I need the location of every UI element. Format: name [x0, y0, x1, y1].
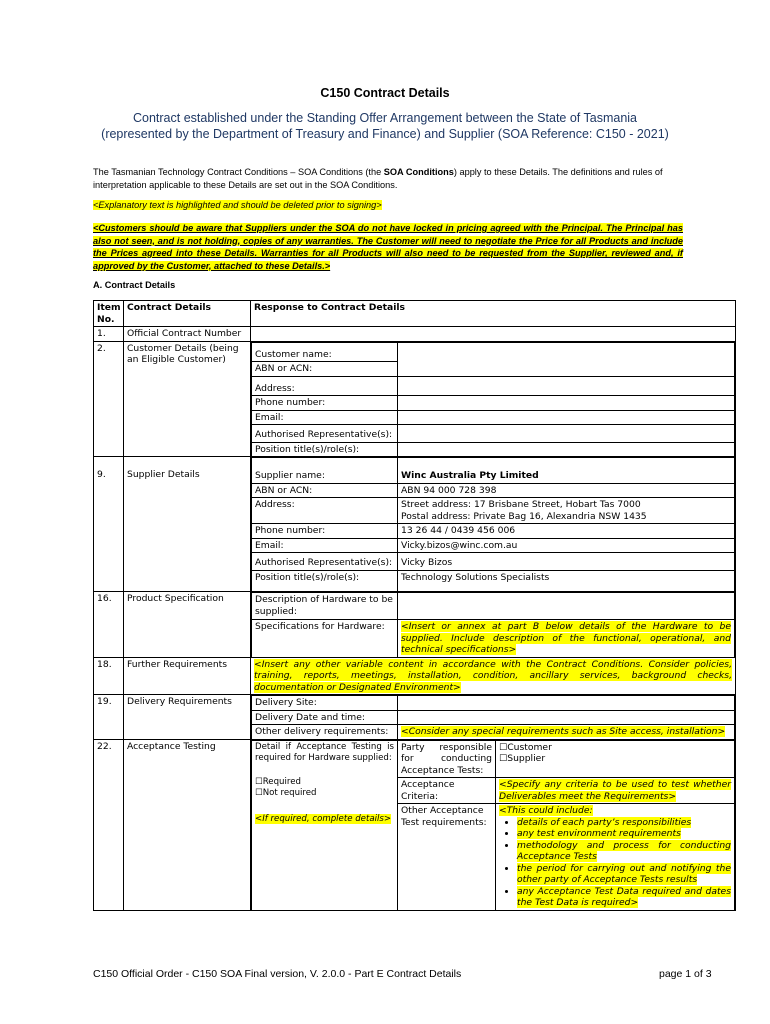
other-delivery-label: Other delivery requirements: [252, 725, 398, 739]
customer-details-grid [251, 342, 735, 457]
supplier-postal: Postal address: Private Bag 16, Alexandria NSW 1435 [401, 510, 647, 522]
item-label: Customer Details (being an Eligible Customer) [124, 341, 251, 457]
supplier-phone-label: Phone number: [252, 524, 398, 539]
item-label: Official Contract Number [124, 327, 251, 342]
further-requirements-value[interactable] [251, 657, 736, 695]
bullet-text: methodology and process for conducting Acceptance Tests [517, 839, 731, 862]
item-label: Product Specification [124, 592, 251, 658]
header-response: Response to Contract Details [251, 301, 736, 327]
customer-phone-label: Phone number: [252, 396, 398, 411]
supplier-position-value: Technology Solutions Specialists [398, 570, 735, 591]
item-label: Acceptance Testing [124, 739, 251, 910]
item-no: 9. [94, 457, 124, 592]
acceptance-criteria-label: Acceptance Criteria: [398, 778, 496, 804]
customer-position-label: Position title(s)/role(s): [252, 442, 398, 456]
intro-text-bold: SOA Conditions [383, 167, 454, 177]
customer-name-label: Customer name: [252, 342, 398, 362]
footer-document-id: C150 Official Order - C150 SOA Final version, V. 2.0.0 - Part E Contract Details [93, 968, 462, 980]
supplier-street: Street address: 17 Brisbane Street, Hobart Tas 7000 [401, 499, 641, 510]
item-no: 22. [94, 739, 124, 910]
further-requirements-text: <Insert any other variable content in accordance with the Contract Conditions. Consider policies, training, reports, meetings, installation, condition, ancillary services, background checks, documentation or Designated Environment> [254, 658, 732, 693]
supplier-email-label: Email: [252, 538, 398, 553]
header-contract-details: Contract Details [124, 301, 251, 327]
supplier-abn-label: ABN or ACN: [252, 483, 398, 498]
supplier-phone-value: 13 26 44 / 0439 456 006 [398, 524, 735, 539]
supplier-address-label: Address: [252, 498, 398, 524]
delivery-date-label: Delivery Date and time: [252, 710, 398, 725]
complete-details-text: <If required, complete details> [255, 813, 392, 824]
supplier-auth-label: Authorised Representative(s): [252, 553, 398, 571]
response-cell [251, 695, 736, 740]
item-no: 16. [94, 592, 124, 658]
acceptance-criteria-value[interactable] [496, 778, 735, 804]
list-item [517, 863, 731, 886]
table-row [94, 657, 736, 695]
hardware-spec-value[interactable] [398, 620, 735, 657]
warning-paragraph [93, 222, 683, 272]
table-row [94, 327, 736, 342]
response-cell[interactable] [251, 327, 736, 342]
acceptance-bullet-list [499, 817, 731, 909]
item-no: 1. [94, 327, 124, 342]
supplier-auth-value: Vicky Bizos [398, 553, 735, 571]
footer-page-number: page 1 of 3 [659, 968, 712, 980]
customer-phone-field[interactable] [398, 396, 735, 411]
response-cell [251, 457, 736, 592]
required-checkbox[interactable]: ☐Required [255, 776, 301, 787]
bullet-text: details of each party’s responsibilities [517, 816, 692, 828]
customer-auth-label: Authorised Representative(s): [252, 425, 398, 443]
other-delivery-value[interactable] [398, 725, 735, 739]
supplier-name-value: Winc Australia Pty Limited [398, 458, 735, 484]
intro-paragraph [93, 166, 693, 191]
response-cell [251, 739, 736, 910]
party-responsible-label: Party responsible for conducting Acceptance Tests: [398, 740, 496, 778]
other-acceptance-intro-text: <This could include: [499, 805, 593, 816]
explanatory-text: <Explanatory text is highlighted and should be deleted prior to signing> [93, 200, 382, 210]
item-no: 2. [94, 341, 124, 457]
response-cell [251, 341, 736, 457]
hardware-spec-text: <Insert or annex at part B below details of the Hardware to be supplied. Include description of the functional, operational, and technical specifications> [401, 621, 731, 655]
customer-abn-label: ABN or ACN: [252, 362, 398, 377]
warning-text: <Customers should be aware that Suppliers under the SOA do not have locked in pricing agreed with the Principal. The Principal has also not seen, and is not holding, copies of any warranties. The Customer will need to negotiate the Price for all Products and include the Prices agreed into these Details. Warranties for all Products will also need to be requested from the Supplier, reviewed and, if approved by the Customer, attached to these Details.> [93, 223, 683, 271]
hardware-description-label: Description of Hardware to be supplied: [252, 593, 398, 620]
table-row [94, 739, 736, 910]
item-label: Further Requirements [124, 657, 251, 695]
supplier-checkbox[interactable]: ☐Supplier [499, 753, 546, 764]
table-row [94, 695, 736, 740]
header-item-no: Item No. [94, 301, 124, 327]
customer-auth-field[interactable] [398, 425, 735, 443]
other-acceptance-intro [499, 805, 731, 817]
not-required-checkbox[interactable]: ☐Not required [255, 788, 317, 798]
other-acceptance-value[interactable] [496, 804, 735, 910]
customer-position-field[interactable] [398, 442, 735, 456]
response-cell [251, 592, 736, 658]
list-item [517, 828, 731, 840]
delivery-date-field[interactable] [398, 710, 735, 725]
intro-text-post: ) apply to these Details. The definitions and rules of interpretation applicable to these Details are set out in the SOA Conditions. [93, 167, 663, 190]
complete-details-note [255, 810, 394, 828]
hardware-spec-label: Specifications for Hardware: [252, 620, 398, 657]
customer-address-label: Address: [252, 376, 398, 396]
bullet-text: the period for carrying out and notifying the other party of Acceptance Tests results [517, 862, 731, 885]
acceptance-criteria-text: <Specify any criteria to be used to test whether Deliverables meet the Requirements> [499, 779, 731, 802]
document-subtitle: Contract established under the Standing Offer Arrangement between the State of Tasmania (represented by the Department of Treasury and Finance) and Supplier (SOA Reference: C150 - 2021) [101, 111, 669, 141]
customer-address-field[interactable] [398, 376, 735, 396]
item-no: 19. [94, 695, 124, 740]
section-heading: A. Contract Details [93, 280, 176, 290]
supplier-address-value [398, 498, 735, 524]
supplier-position-label: Position title(s)/role(s): [252, 570, 398, 591]
item-no: 18. [94, 657, 124, 695]
acceptance-detail-cell [252, 740, 398, 910]
bullet-text: any test environment requirements [517, 828, 681, 839]
table-header-row [94, 301, 736, 327]
item-label: Supplier Details [124, 457, 251, 592]
delivery-site-field[interactable] [398, 696, 735, 711]
table-row [94, 341, 736, 457]
party-responsible-options [496, 740, 735, 778]
table-row [94, 457, 736, 592]
delivery-site-label: Delivery Site: [252, 696, 398, 711]
supplier-name-label: Supplier name: [252, 458, 398, 484]
acceptance-grid [251, 740, 735, 910]
bullet-text: any Acceptance Test Data required and dates the Test Data is required> [517, 885, 731, 908]
customer-email-label: Email: [252, 410, 398, 425]
list-item [517, 886, 731, 909]
supplier-email-value: Vicky.bizos@winc.com.au [398, 538, 735, 553]
other-delivery-text: <Consider any special requirements such as Site access, installation> [401, 726, 726, 737]
contract-details-table [93, 300, 736, 911]
intro-text-pre: The Tasmanian Technology Contract Conditions – SOA Conditions (the [93, 167, 384, 177]
item-label: Delivery Requirements [124, 695, 251, 740]
acceptance-detail-label: Detail if Acceptance Testing is required for Hardware supplied: [255, 741, 394, 763]
table-row [94, 592, 736, 658]
customer-email-field[interactable] [398, 410, 735, 425]
list-item [517, 840, 731, 863]
document-title: C150 Contract Details [320, 86, 450, 100]
delivery-grid [251, 695, 735, 739]
supplier-details-grid [251, 457, 735, 591]
other-acceptance-label: Other Acceptance Test requirements: [398, 804, 496, 910]
explanatory-note [93, 200, 382, 210]
list-item [517, 817, 731, 829]
hardware-description-field[interactable] [398, 593, 735, 620]
customer-checkbox[interactable]: ☐Customer [499, 741, 552, 753]
product-spec-grid [251, 592, 735, 657]
customer-name-field[interactable] [398, 342, 735, 376]
supplier-abn-value: ABN 94 000 728 398 [398, 483, 735, 498]
